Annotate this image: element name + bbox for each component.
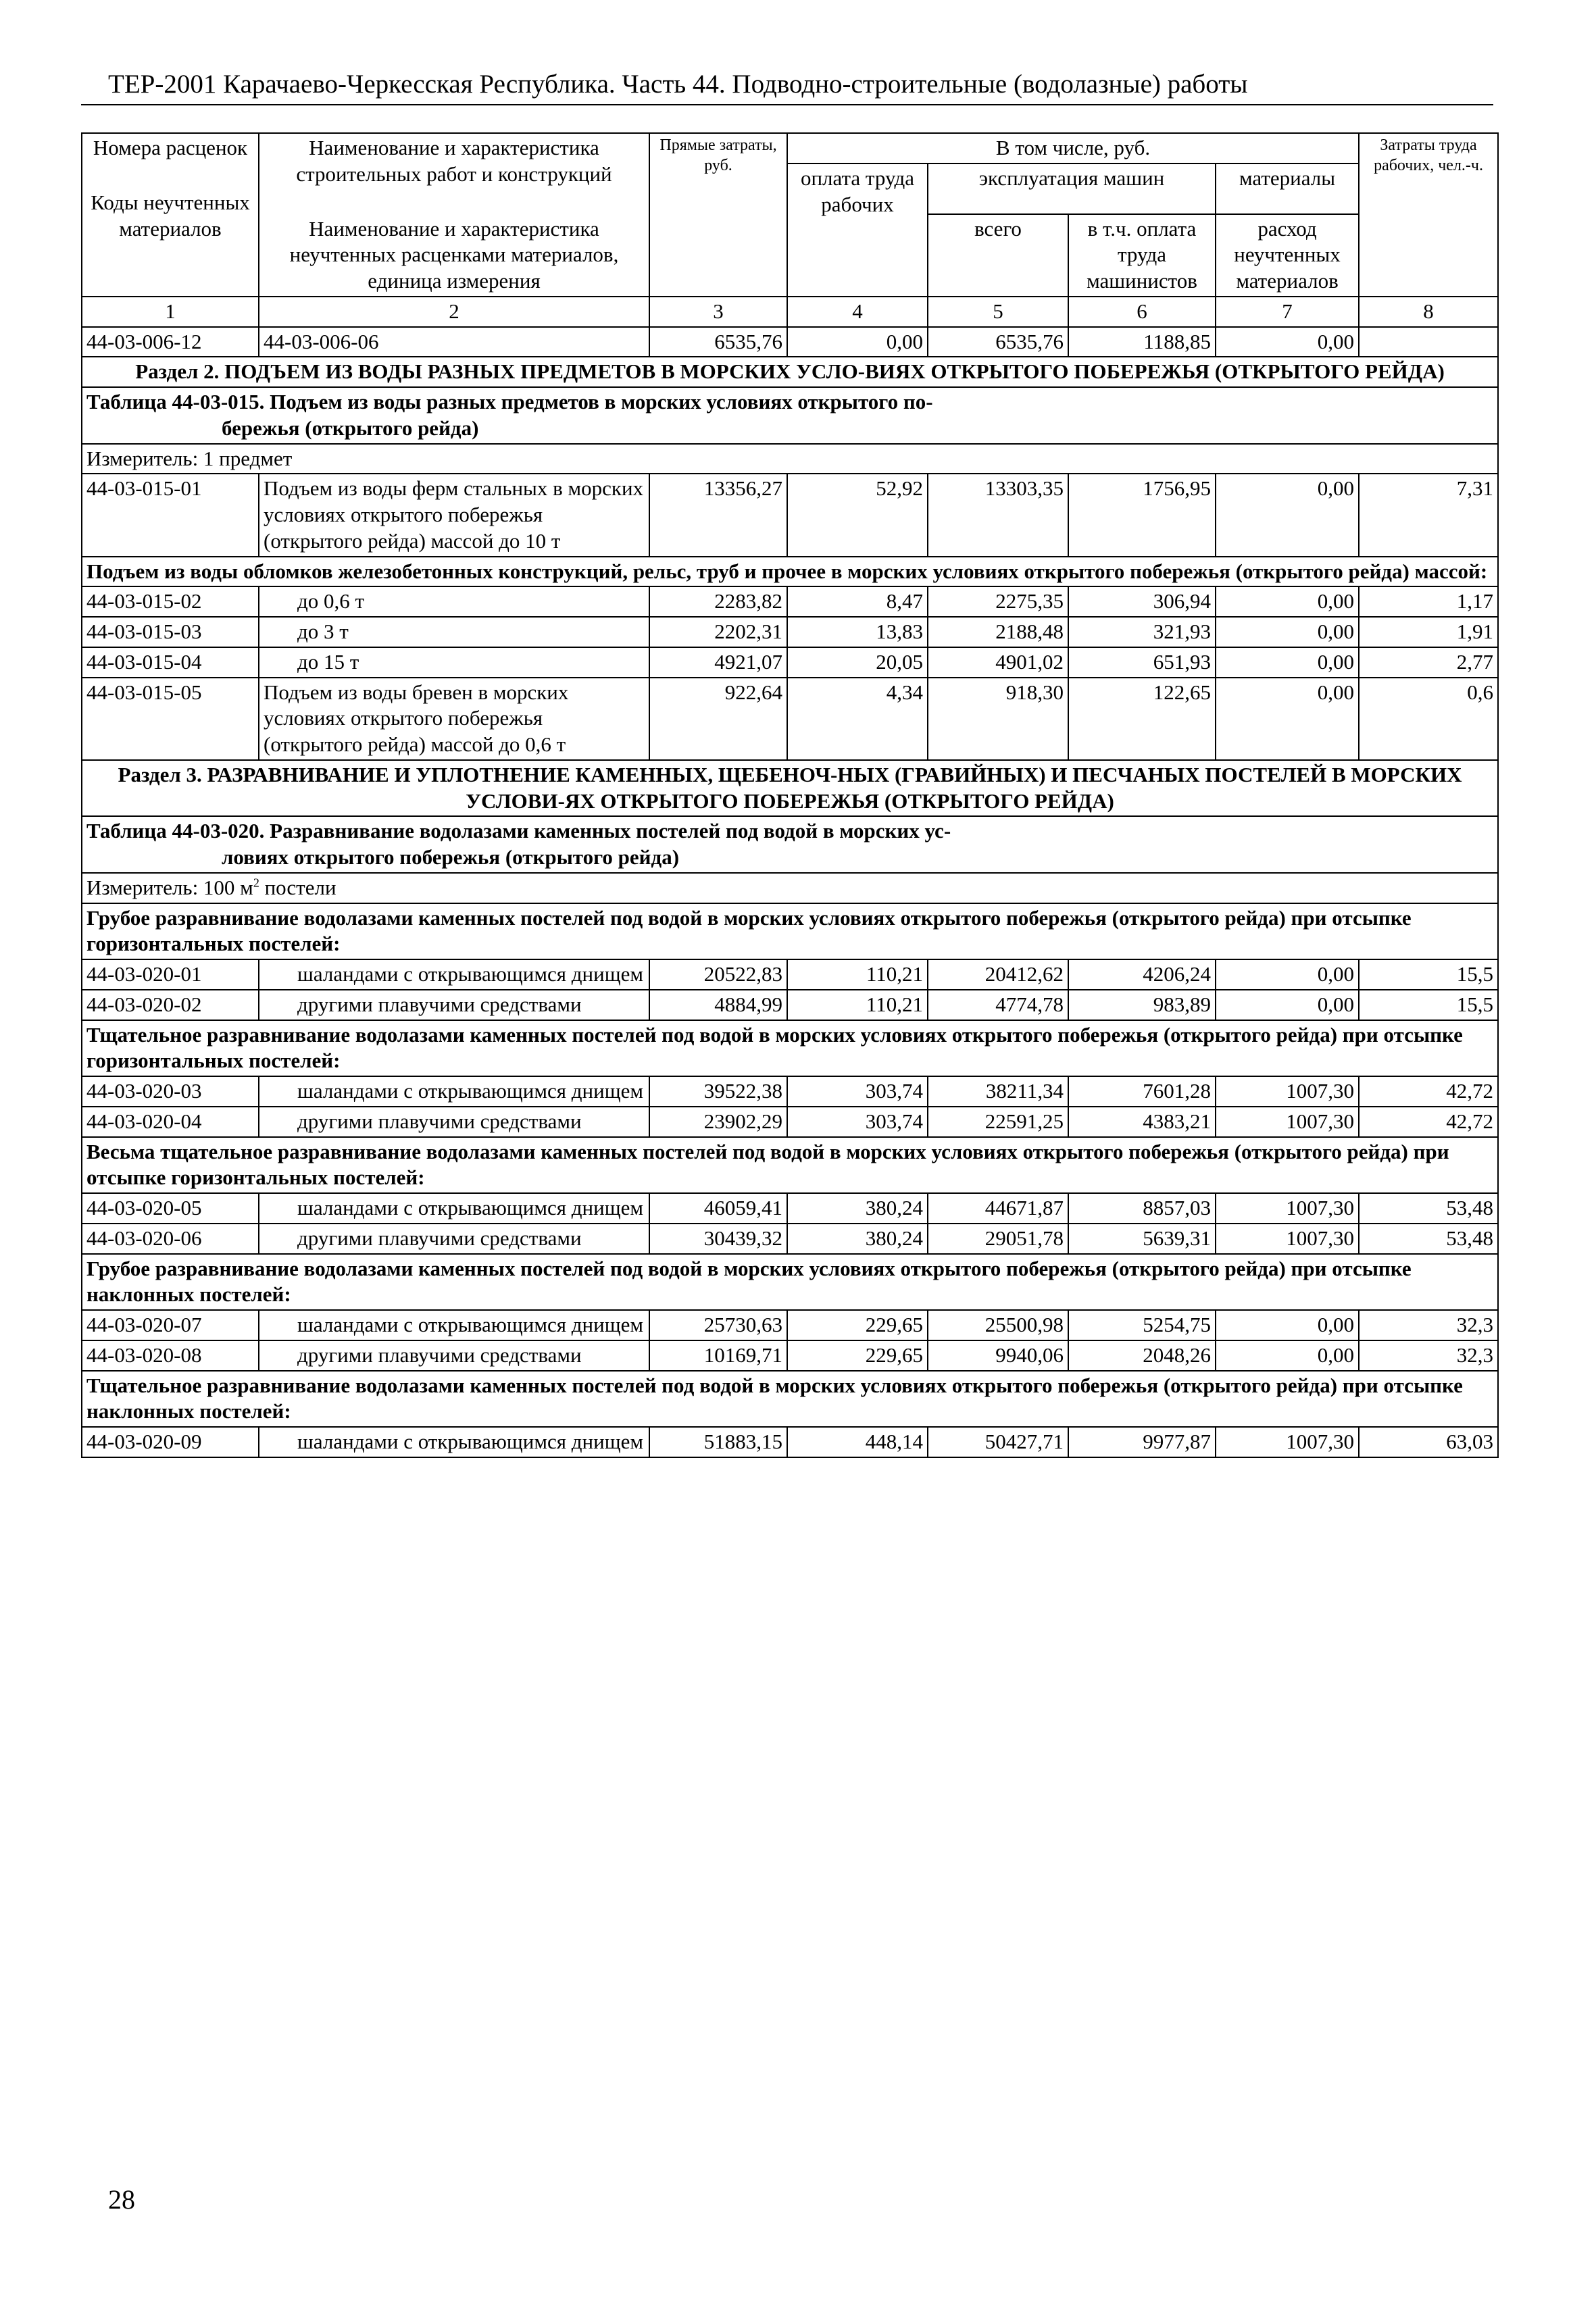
- table-row: [82, 1193, 1498, 1224]
- cell-operators-wages: 1756,95: [1068, 474, 1216, 556]
- cell-operators-wages: 321,93: [1068, 617, 1216, 647]
- cell-wages: 229,65: [787, 1340, 928, 1371]
- table-row: [82, 474, 1498, 556]
- cell-materials-usage: 0,00: [1216, 474, 1359, 556]
- cell-machines-total: 22591,25: [928, 1107, 1068, 1137]
- cell-rate-code: 44-03-020-02: [82, 990, 259, 1020]
- col-number: 6: [1068, 297, 1216, 327]
- cell-machines-total: 4774,78: [928, 990, 1068, 1020]
- group-heading: Весьма тщательное разравнивание водолазами каменных постелей под водой в морских условиях открытого побережья (открытого рейда) при отсыпке горизонтальных постелей:: [82, 1137, 1498, 1194]
- cell-labor-hours: 15,5: [1359, 959, 1498, 990]
- cell-work-description: шаландами с открывающимся днищем: [259, 959, 649, 990]
- unit-label-row: [82, 873, 1498, 903]
- cell-direct-costs: 6535,76: [649, 327, 787, 357]
- cell-rate-code: 44-03-020-03: [82, 1076, 259, 1107]
- cell-work-description: 44-03-006-06: [259, 327, 649, 357]
- col-number: 3: [649, 297, 787, 327]
- cell-labor-hours: 15,5: [1359, 990, 1498, 1020]
- col-header-labor-costs: Затраты труда рабочих, чел.-ч.: [1359, 133, 1498, 297]
- cell-machines-total: 29051,78: [928, 1224, 1068, 1254]
- cell-work-description: шаландами с открывающимся днищем: [259, 1076, 649, 1107]
- cell-materials-usage: 1007,30: [1216, 1427, 1359, 1457]
- group-heading-row: [82, 1371, 1498, 1428]
- table-title-row: [82, 816, 1498, 873]
- cell-direct-costs: 4884,99: [649, 990, 787, 1020]
- cell-direct-costs: 4921,07: [649, 647, 787, 678]
- cell-rate-code: 44-03-015-04: [82, 647, 259, 678]
- cell-wages: 380,24: [787, 1193, 928, 1224]
- col-header-direct-costs: Прямые затраты, руб.: [649, 133, 787, 297]
- cell-work-description: до 15 т: [259, 647, 649, 678]
- cell-machines-total: 2188,48: [928, 617, 1068, 647]
- table-title: [82, 387, 1498, 444]
- cell-wages: 448,14: [787, 1427, 928, 1457]
- cell-direct-costs: 922,64: [649, 678, 787, 760]
- cell-wages: 52,92: [787, 474, 928, 556]
- cell-rate-code: 44-03-020-09: [82, 1427, 259, 1457]
- cell-machines-total: 38211,34: [928, 1076, 1068, 1107]
- cell-operators-wages: 5254,75: [1068, 1310, 1216, 1340]
- page-header: ТЕР-2001 Карачаево-Черкесская Республика. Часть 44. Подводно-строительные (водолазные) работы: [108, 70, 1248, 99]
- cell-wages: 229,65: [787, 1310, 928, 1340]
- group-heading: Тщательное разравнивание водолазами каменных постелей под водой в морских условиях открытого побережья (открытого рейда) при отсыпке наклонных постелей:: [82, 1371, 1498, 1428]
- cell-work-description: Подъем из воды бревен в морских условиях открытого побережья (открытого рейда) массой до 0,6 т: [259, 678, 649, 760]
- section-title: Раздел 3. РАЗРАВНИВАНИЕ И УПЛОТНЕНИЕ КАМЕННЫХ, ЩЕБЕНОЧ-НЫХ (ГРАВИЙНЫХ) И ПЕСЧАНЫХ ПОСТЕЛЕЙ В МОРСКИХ УСЛОВИ-ЯХ ОТКРЫТОГО ПОБЕРЕЖЬЯ (ОТКРЫТОГО РЕЙДА): [82, 760, 1498, 817]
- cell-work-description: Подъем из воды ферм стальных в морских условиях открытого побережья (открытого рейда) массой до 10 т: [259, 474, 649, 556]
- cell-materials-usage: 1007,30: [1216, 1076, 1359, 1107]
- cell-operators-wages: 122,65: [1068, 678, 1216, 760]
- cell-materials-usage: 1007,30: [1216, 1107, 1359, 1137]
- table-row: [82, 1310, 1498, 1340]
- cell-materials-usage: 0,00: [1216, 678, 1359, 760]
- col-header-wages: оплата труда рабочих: [787, 164, 928, 297]
- cell-labor-hours: 2,77: [1359, 647, 1498, 678]
- group-heading-row: [82, 1254, 1498, 1311]
- cell-rate-code: 44-03-020-01: [82, 959, 259, 990]
- table-title: [82, 816, 1498, 873]
- cell-wages: 13,83: [787, 617, 928, 647]
- cell-work-description: шаландами с открывающимся днищем: [259, 1193, 649, 1224]
- cell-rate-code: 44-03-020-06: [82, 1224, 259, 1254]
- group-heading: Тщательное разравнивание водолазами каменных постелей под водой в морских условиях открытого побережья (открытого рейда) при отсыпке горизонтальных постелей:: [82, 1020, 1498, 1077]
- cell-machines-total: 9940,06: [928, 1340, 1068, 1371]
- col-number: 8: [1359, 297, 1498, 327]
- cell-labor-hours: 32,3: [1359, 1340, 1498, 1371]
- cell-materials-usage: 0,00: [1216, 586, 1359, 617]
- cell-operators-wages: 7601,28: [1068, 1076, 1216, 1107]
- cell-machines-total: 6535,76: [928, 327, 1068, 357]
- cell-labor-hours: 7,31: [1359, 474, 1498, 556]
- col-header-machines: эксплуатация машин: [928, 164, 1216, 214]
- col-header-material-name: Наименование и характеристика неучтенных расценками материалов, единица измерения: [289, 216, 619, 293]
- cell-operators-wages: 4206,24: [1068, 959, 1216, 990]
- col-header-material-usage: расход неучтенных материалов: [1216, 214, 1359, 297]
- table-row: [82, 586, 1498, 617]
- table-row: [82, 1107, 1498, 1137]
- table-row: [82, 990, 1498, 1020]
- cell-work-description: другими плавучими средствами: [259, 990, 649, 1020]
- header-divider: [81, 104, 1493, 105]
- cell-labor-hours: 53,48: [1359, 1193, 1498, 1224]
- table-row: [82, 678, 1498, 760]
- cell-work-description: другими плавучими средствами: [259, 1340, 649, 1371]
- cell-work-description: другими плавучими средствами: [259, 1107, 649, 1137]
- group-heading: Подъем из воды обломков железобетонных конструкций, рельс, труб и прочее в морских условиях открытого побережья (открытого рейда) массой:: [82, 557, 1498, 587]
- cell-labor-hours: 63,03: [1359, 1427, 1498, 1457]
- cell-direct-costs: 46059,41: [649, 1193, 787, 1224]
- cell-direct-costs: 2283,82: [649, 586, 787, 617]
- cell-labor-hours: 1,17: [1359, 586, 1498, 617]
- cell-materials-usage: 1007,30: [1216, 1224, 1359, 1254]
- unit-label-row: [82, 444, 1498, 474]
- col-header-rate-numbers: Номера расценок: [93, 136, 248, 159]
- cell-operators-wages: 2048,26: [1068, 1340, 1216, 1371]
- cell-machines-total: 44671,87: [928, 1193, 1068, 1224]
- cell-wages: 4,34: [787, 678, 928, 760]
- group-heading-row: [82, 1020, 1498, 1077]
- unit-prefix: Измеритель: 100 м: [86, 875, 253, 899]
- table-title-line: Таблица 44-03-020. Разравнивание водолазами каменных постелей под водой в морских ус-: [86, 819, 951, 843]
- col-header-names: [259, 133, 649, 297]
- cell-machines-total: 2275,35: [928, 586, 1068, 617]
- cell-machines-total: 50427,71: [928, 1427, 1068, 1457]
- table-row: [82, 617, 1498, 647]
- group-heading-row: [82, 903, 1498, 960]
- cell-direct-costs: 13356,27: [649, 474, 787, 556]
- cell-rate-code: 44-03-020-07: [82, 1310, 259, 1340]
- cell-operators-wages: 1188,85: [1068, 327, 1216, 357]
- cell-wages: 380,24: [787, 1224, 928, 1254]
- cell-machines-total: 20412,62: [928, 959, 1068, 990]
- cell-direct-costs: 51883,15: [649, 1427, 787, 1457]
- cell-wages: 8,47: [787, 586, 928, 617]
- col-header-materials: материалы: [1216, 164, 1359, 214]
- col-number: 2: [259, 297, 649, 327]
- cell-rate-code: 44-03-020-05: [82, 1193, 259, 1224]
- cell-wages: 110,21: [787, 990, 928, 1020]
- cell-labor-hours: 42,72: [1359, 1076, 1498, 1107]
- cell-machines-total: 918,30: [928, 678, 1068, 760]
- cell-rate-code: 44-03-020-04: [82, 1107, 259, 1137]
- cell-rate-code: 44-03-020-08: [82, 1340, 259, 1371]
- cell-rate-code: 44-03-015-05: [82, 678, 259, 760]
- cell-labor-hours: 0,6: [1359, 678, 1498, 760]
- cell-direct-costs: 25730,63: [649, 1310, 787, 1340]
- unit-label: Измеритель: 1 предмет: [82, 444, 1498, 474]
- table-row: [82, 959, 1498, 990]
- cell-rate-code: 44-03-015-01: [82, 474, 259, 556]
- rates-table: [81, 132, 1499, 1458]
- cell-rate-code: 44-03-006-12: [82, 327, 259, 357]
- cell-direct-costs: 23902,29: [649, 1107, 787, 1137]
- cell-machines-total: 13303,35: [928, 474, 1068, 556]
- cell-direct-costs: 20522,83: [649, 959, 787, 990]
- col-header-including: В том числе, руб.: [787, 133, 1359, 164]
- cell-wages: 303,74: [787, 1076, 928, 1107]
- cell-materials-usage: 1007,30: [1216, 1193, 1359, 1224]
- cell-labor-hours: 32,3: [1359, 1310, 1498, 1340]
- col-header-codes: [82, 133, 259, 297]
- cell-operators-wages: 306,94: [1068, 586, 1216, 617]
- section-title-row: [82, 357, 1498, 387]
- group-heading-row: [82, 1137, 1498, 1194]
- page-number: 28: [108, 2184, 135, 2215]
- table-title-row: [82, 387, 1498, 444]
- group-heading: Грубое разравнивание водолазами каменных постелей под водой в морских условиях открытого побережья (открытого рейда) при отсыпке горизонтальных постелей:: [82, 903, 1498, 960]
- cell-work-description: шаландами с открывающимся днищем: [259, 1427, 649, 1457]
- cell-labor-hours: 53,48: [1359, 1224, 1498, 1254]
- cell-work-description: шаландами с открывающимся днищем: [259, 1310, 649, 1340]
- cell-materials-usage: 0,00: [1216, 959, 1359, 990]
- table-row: [82, 647, 1498, 678]
- col-number: 1: [82, 297, 259, 327]
- table-title-line: Таблица 44-03-015. Подъем из воды разных предметов в морских условиях открытого по-: [86, 390, 933, 413]
- cell-rate-code: 44-03-015-02: [82, 586, 259, 617]
- cell-materials-usage: 0,00: [1216, 647, 1359, 678]
- cell-wages: 110,21: [787, 959, 928, 990]
- cell-wages: 20,05: [787, 647, 928, 678]
- cell-work-description: до 3 т: [259, 617, 649, 647]
- col-header-work-name: Наименование и характеристика строительных работ и конструкций: [296, 136, 612, 186]
- cell-materials-usage: 0,00: [1216, 1310, 1359, 1340]
- cell-labor-hours: [1359, 327, 1498, 357]
- section-title: Раздел 2. ПОДЪЕМ ИЗ ВОДЫ РАЗНЫХ ПРЕДМЕТОВ В МОРСКИХ УСЛО-ВИЯХ ОТКРЫТОГО ПОБЕРЕЖЬЯ (ОТКРЫТОГО РЕЙДА): [82, 357, 1498, 387]
- group-heading-row: [82, 557, 1498, 587]
- col-header-material-codes: Коды неучтенных материалов: [91, 190, 250, 241]
- cell-materials-usage: 0,00: [1216, 327, 1359, 357]
- table-row: [82, 1076, 1498, 1107]
- col-number: 7: [1216, 297, 1359, 327]
- col-header-total: всего: [928, 214, 1068, 297]
- unit-superscript: 2: [253, 876, 259, 890]
- table-row: [82, 327, 1498, 357]
- cell-direct-costs: 30439,32: [649, 1224, 787, 1254]
- group-heading: Грубое разравнивание водолазами каменных постелей под водой в морских условиях открытого побережья (открытого рейда) при отсыпке наклонных постелей:: [82, 1254, 1498, 1311]
- cell-direct-costs: 10169,71: [649, 1340, 787, 1371]
- col-number: 5: [928, 297, 1068, 327]
- table-title-line: бережья (открытого рейда): [222, 416, 479, 440]
- section-title-row: [82, 760, 1498, 817]
- cell-operators-wages: 5639,31: [1068, 1224, 1216, 1254]
- cell-wages: 303,74: [787, 1107, 928, 1137]
- cell-rate-code: 44-03-015-03: [82, 617, 259, 647]
- cell-labor-hours: 1,91: [1359, 617, 1498, 647]
- cell-direct-costs: 2202,31: [649, 617, 787, 647]
- unit-suffix: постели: [259, 875, 336, 899]
- cell-materials-usage: 0,00: [1216, 617, 1359, 647]
- cell-labor-hours: 42,72: [1359, 1107, 1498, 1137]
- cell-operators-wages: 651,93: [1068, 647, 1216, 678]
- unit-label: [82, 873, 1498, 903]
- table-row: [82, 1427, 1498, 1457]
- col-number: 4: [787, 297, 928, 327]
- cell-operators-wages: 4383,21: [1068, 1107, 1216, 1137]
- cell-machines-total: 25500,98: [928, 1310, 1068, 1340]
- col-header-operators-wages: в т.ч. оплата труда машинистов: [1068, 214, 1216, 297]
- cell-work-description: до 0,6 т: [259, 586, 649, 617]
- cell-materials-usage: 0,00: [1216, 990, 1359, 1020]
- cell-direct-costs: 39522,38: [649, 1076, 787, 1107]
- cell-machines-total: 4901,02: [928, 647, 1068, 678]
- cell-operators-wages: 9977,87: [1068, 1427, 1216, 1457]
- table-row: [82, 1224, 1498, 1254]
- table-title-line: ловиях открытого побережья (открытого рейда): [222, 845, 680, 869]
- cell-materials-usage: 0,00: [1216, 1340, 1359, 1371]
- table-row: [82, 1340, 1498, 1371]
- cell-operators-wages: 8857,03: [1068, 1193, 1216, 1224]
- cell-wages: 0,00: [787, 327, 928, 357]
- cell-operators-wages: 983,89: [1068, 990, 1216, 1020]
- cell-work-description: другими плавучими средствами: [259, 1224, 649, 1254]
